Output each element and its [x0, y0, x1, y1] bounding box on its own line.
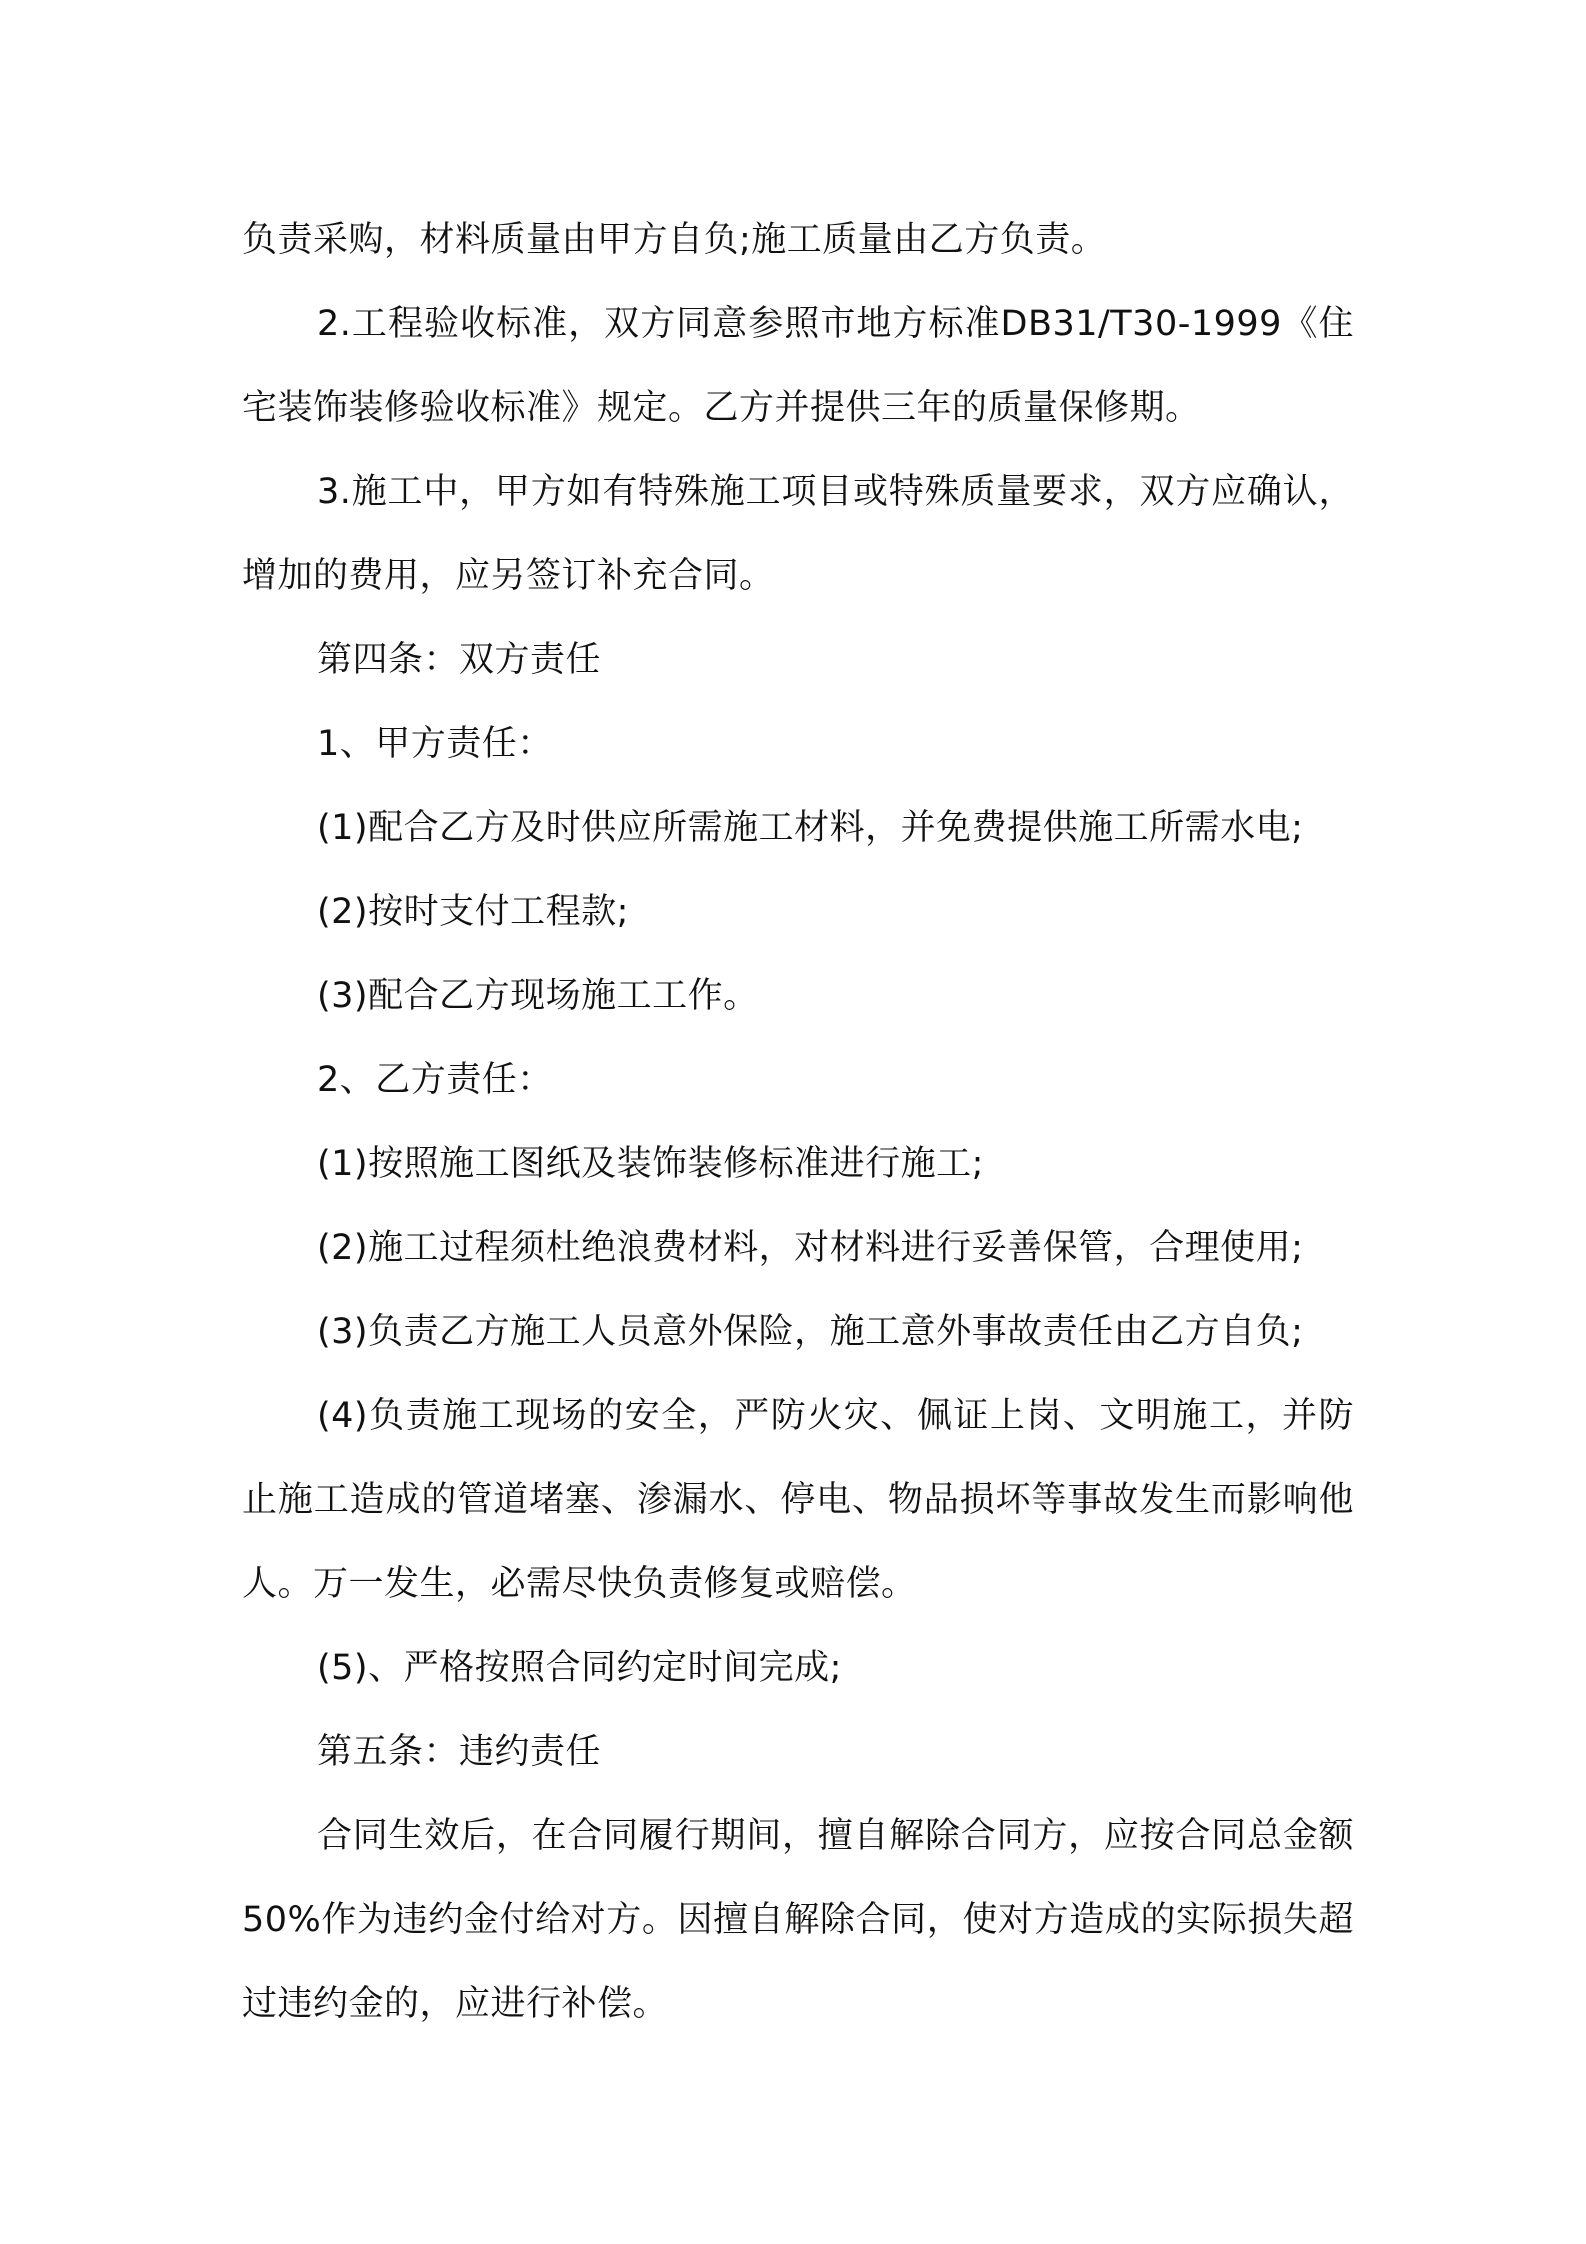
paragraph-acceptance-standard: 2.工程验收标准，双方同意参照市地方标准DB31/T30-1999《住宅装饰装修验收标准》规定。乙方并提供三年的质量保修期。: [242, 304, 1354, 428]
subheading-party-a-responsibility: 1、甲方责任：: [317, 724, 553, 764]
paragraph-materials-responsibility: 负责采购，材料质量由甲方自负;施工质量由乙方负责。: [242, 220, 1107, 260]
paragraph-special-requirements: 3.施工中，甲方如有特殊施工项目或特殊质量要求，双方应确认，增加的费用，应另签订补充合同。: [242, 472, 1354, 596]
section-heading-article-5: 第五条：违约责任: [317, 1732, 602, 1772]
list-item-party-b-5: (5)、严格按照合同约定时间完成;: [317, 1648, 842, 1688]
document-body: [242, 198, 1354, 2046]
list-item-party-a-2: (2)按时支付工程款;: [317, 892, 629, 932]
paragraph-breach-liability: 合同生效后，在合同履行期间，擅自解除合同方，应按合同总金额 50%作为违约金付给对方。因擅自解除合同，使对方造成的实际损失超过违约金的，应进行补偿。: [242, 1816, 1354, 2024]
list-item-party-b-2: (2)施工过程须杜绝浪费材料，对材料进行妥善保管，合理使用;: [317, 1228, 1304, 1268]
list-item-party-b-1: (1)按照施工图纸及装饰装修标准进行施工;: [317, 1144, 984, 1184]
list-item-party-b-3: (3)负责乙方施工人员意外保险，施工意外事故责任由乙方自负;: [317, 1312, 1304, 1352]
subheading-party-b-responsibility: 2、乙方责任：: [317, 1060, 553, 1100]
section-heading-article-4: 第四条：双方责任: [317, 640, 602, 680]
list-item-party-a-1: (1)配合乙方及时供应所需施工材料，并免费提供施工所需水电;: [317, 808, 1304, 848]
list-item-party-a-3: (3)配合乙方现场施工工作。: [317, 976, 759, 1016]
list-item-party-b-4: (4)负责施工现场的安全，严防火灾、佩证上岗、文明施工，并防止施工造成的管道堵塞、渗漏水、停电、物品损坏等事故发生而影响他人。万一发生，必需尽快负责修复或赔偿。: [242, 1396, 1354, 1604]
